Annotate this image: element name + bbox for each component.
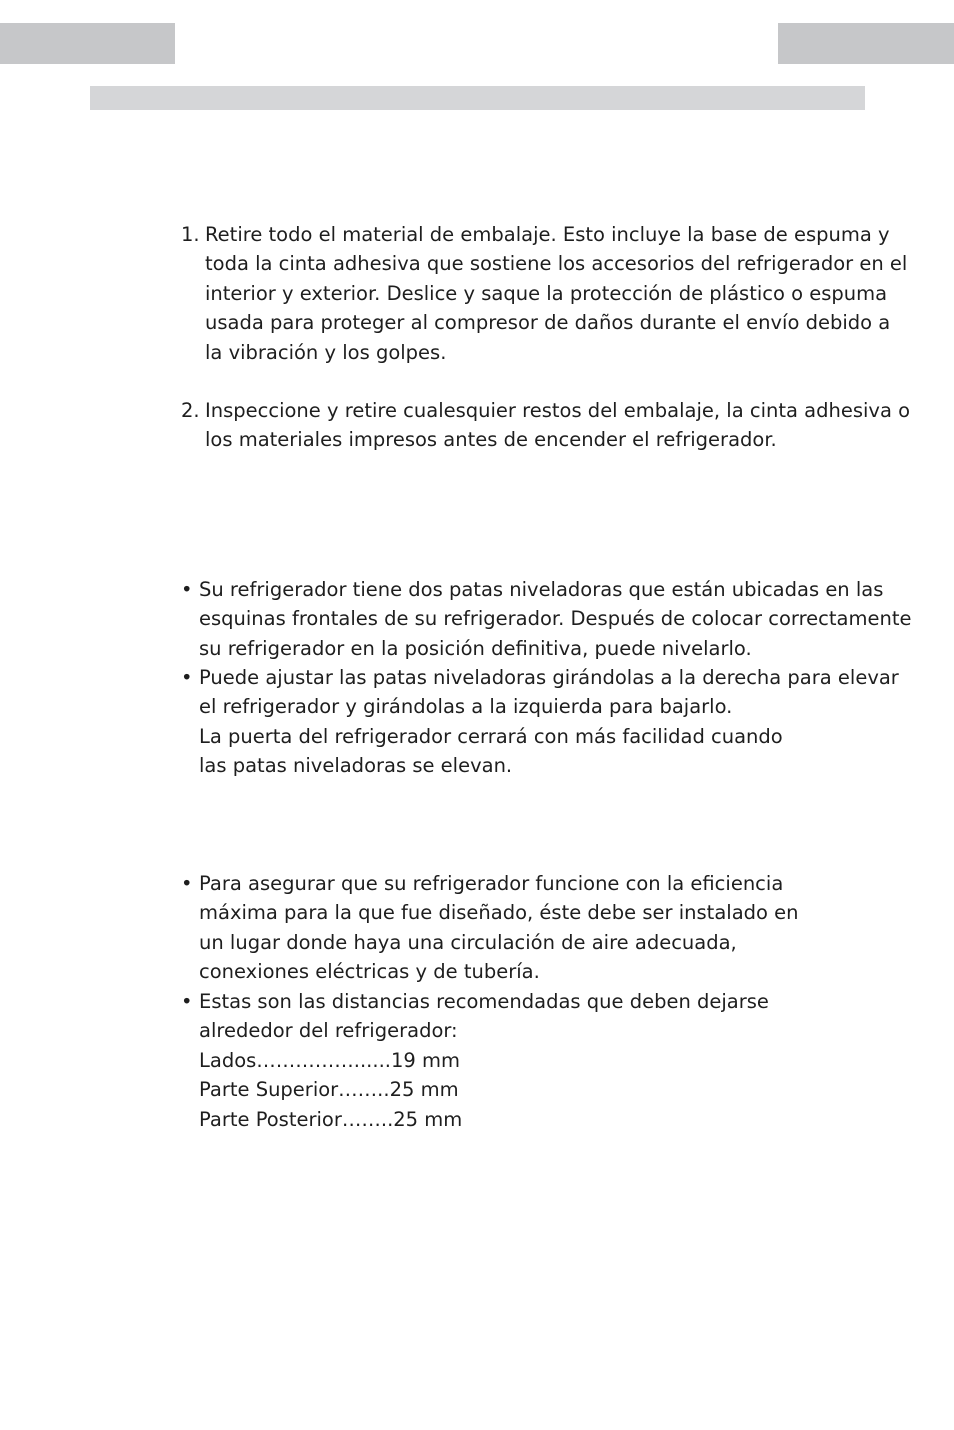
list-item [0,575,954,663]
bullet-marker: • [181,990,193,1013]
item-text-line: su refrigerador en la posición definitiva, puede nivelarlo. [199,636,752,660]
bullet-marker: • [181,872,193,895]
item-text-line: Para asegurar que su refrigerador funcione con la eficiencia [199,872,784,895]
bullet-marker: • [181,578,193,601]
section-header-bar [90,86,865,110]
item-text-line: un lugar donde haya una circulación de aire adecuada, [199,930,737,954]
item-text-line: Estas son las distancias recomendadas que deben dejarse [199,990,769,1013]
item-text-line: máxima para la que fue diseñado, éste debe ser instalado en [199,901,799,925]
item-text-line: usada para proteger al compresor de daños durante el envío debido a [205,311,891,335]
clearance-top: Parte Superior……..25 mm [199,1078,459,1102]
item-text-line: Retire todo el material de embalaje. Esto incluye la base de espuma y [205,223,890,246]
item-text-line: esquinas frontales de su refrigerador. Después de colocar correctamente [199,607,912,631]
item-text-line: alrededor del refrigerador: [199,1019,458,1043]
item-text-line: las patas niveladoras se elevan. [199,754,513,778]
list-item [0,220,954,367]
item-text-line: Inspeccione y retire cualesquier restos del embalaje, la cinta adhesiva o [205,399,911,422]
list-item [0,987,954,1134]
clearance-back: Parte Posterior……..25 mm [199,1107,463,1131]
list-item [0,663,954,781]
item-text-line: los materiales impresos antes de encender el refrigerador. [205,428,777,452]
header-tab-left [0,23,175,64]
item-text-line: Puede ajustar las patas niveladoras girándolas a la derecha para elevar [199,666,899,689]
item-text-line: la vibración y los golpes. [205,340,447,364]
bullet-marker: • [181,666,193,689]
list-item [0,869,954,987]
item-text-line: Su refrigerador tiene dos patas niveladoras que están ubicadas en las [199,578,884,601]
list-item [0,396,954,455]
item-text-line: toda la cinta adhesiva que sostiene los accesorios del refrigerador en el [205,252,908,276]
header-tab-right [778,23,954,64]
item-text-line: interior y exterior. Deslice y saque la protección de plástico o espuma [205,281,888,305]
clearance-sides: Lados……………......19 mm [199,1048,460,1072]
item-number: 2. [181,399,200,422]
item-text-line: el refrigerador y girándolas a la izquierda para bajarlo. [199,695,733,719]
item-text-line: La puerta del refrigerador cerrará con más facilidad cuando [199,724,783,748]
item-number: 1. [181,223,200,246]
item-text-line: conexiones eléctricas y de tubería. [199,960,540,984]
